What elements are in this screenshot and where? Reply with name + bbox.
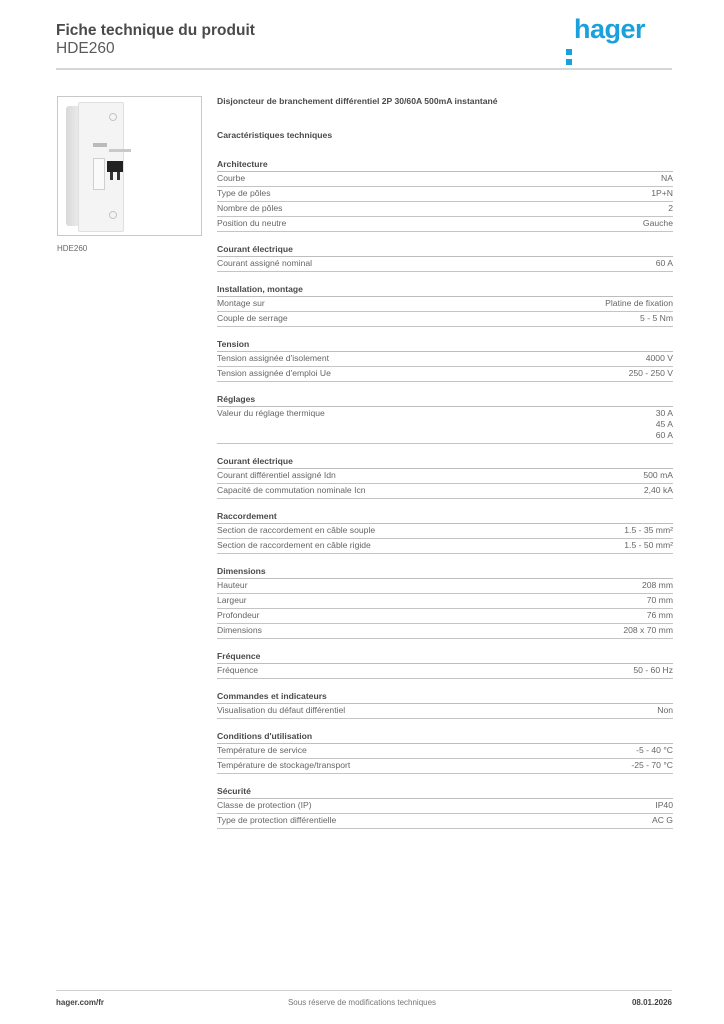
spec-row — [217, 257, 673, 272]
spec-label: Montage sur — [217, 298, 265, 308]
spec-value-line: 250 - 250 V — [628, 368, 673, 378]
spec-value-line: 1P+N — [651, 188, 673, 198]
spec-row — [217, 202, 673, 217]
spec-value — [644, 485, 673, 496]
spec-value-line: 2,40 kA — [643, 485, 673, 495]
page-title: Fiche technique du produit — [56, 22, 255, 39]
spec-group-title: Dimensions — [217, 565, 673, 579]
spec-value-line: Non — [657, 705, 673, 715]
spec-group — [217, 565, 673, 639]
spec-group-title: Installation, montage — [217, 283, 673, 297]
spec-label: Type de pôles — [217, 188, 271, 198]
spec-row — [217, 759, 673, 774]
spec-value — [643, 470, 673, 481]
product-reference: HDE260 — [56, 40, 115, 57]
spec-value — [642, 580, 673, 591]
spec-value — [647, 610, 673, 621]
spec-value-line: -25 - 70 °C — [631, 760, 673, 770]
spec-row — [217, 799, 673, 814]
spec-group — [217, 455, 673, 499]
spec-value — [647, 595, 673, 606]
spec-label: Température de service — [217, 745, 307, 755]
spec-row — [217, 594, 673, 609]
spec-group — [217, 283, 673, 327]
spec-label: Section de raccordement en câble souple — [217, 525, 376, 535]
spec-group — [217, 243, 673, 272]
spec-value — [633, 665, 673, 676]
spec-group — [217, 393, 673, 444]
spec-value-line: 500 mA — [643, 470, 673, 480]
spec-value — [656, 258, 673, 269]
spec-value — [646, 353, 673, 364]
spec-row — [217, 539, 673, 554]
spec-row — [217, 744, 673, 759]
spec-group — [217, 158, 673, 232]
circuit-breaker-product-image — [66, 102, 124, 230]
spec-value-line: 5 - 5 Nm — [640, 313, 673, 323]
spec-value — [652, 815, 673, 826]
spec-label: Tension assignée d'isolement — [217, 353, 329, 363]
spec-label: Profondeur — [217, 610, 260, 620]
spec-label: Hauteur — [217, 580, 248, 590]
spec-value — [643, 218, 673, 229]
spec-row — [217, 624, 673, 639]
spec-value-line: 76 mm — [646, 610, 673, 620]
spec-label: Classe de protection (IP) — [217, 800, 312, 810]
spec-value-line: 70 mm — [646, 595, 673, 605]
spec-row — [217, 352, 673, 367]
spec-row — [217, 172, 673, 187]
spec-value — [651, 188, 673, 199]
spec-group-title: Courant électrique — [217, 455, 673, 469]
spec-value — [636, 745, 673, 756]
spec-row — [217, 217, 673, 232]
spec-group-title: Raccordement — [217, 510, 673, 524]
spec-value — [668, 203, 673, 214]
spec-group — [217, 338, 673, 382]
spec-value — [624, 525, 673, 536]
spec-value-line: 60 A — [655, 430, 673, 440]
hager-logo — [566, 14, 645, 45]
spec-value — [661, 173, 673, 184]
product-image-frame — [57, 96, 202, 236]
spec-value-line: Platine de fixation — [605, 298, 673, 308]
spec-row — [217, 312, 673, 327]
spec-value-line: 30 A — [655, 408, 673, 418]
footer-date: 08.01.2026 — [631, 998, 672, 1007]
spec-group — [217, 730, 673, 774]
spec-group-title: Réglages — [217, 393, 673, 407]
spec-row — [217, 704, 673, 719]
spec-value-line: 1.5 - 35 mm² — [624, 525, 673, 535]
spec-group-title: Commandes et indicateurs — [217, 690, 673, 704]
spec-value — [657, 705, 673, 716]
spec-value-line: -5 - 40 °C — [636, 745, 673, 755]
spec-label: Température de stockage/transport — [217, 760, 351, 770]
spec-group — [217, 510, 673, 554]
spec-row — [217, 367, 673, 382]
spec-group-title: Courant électrique — [217, 243, 673, 257]
spec-group-title: Architecture — [217, 158, 673, 172]
spec-label: Courbe — [217, 173, 246, 183]
spec-row — [217, 469, 673, 484]
spec-value — [623, 625, 673, 636]
spec-value-line: 60 A — [655, 258, 673, 268]
spec-value-line: 208 mm — [641, 580, 673, 590]
spec-group-title: Sécurité — [217, 785, 673, 799]
spec-value-line: IP40 — [655, 800, 673, 810]
spec-label: Dimensions — [217, 625, 262, 635]
spec-value-line: 208 x 70 mm — [623, 625, 673, 635]
spec-row — [217, 579, 673, 594]
spec-value — [631, 760, 673, 771]
spec-label: Courant assigné nominal — [217, 258, 313, 268]
header-divider — [56, 68, 672, 70]
spec-group — [217, 650, 673, 679]
spec-value-line: 4000 V — [645, 353, 673, 363]
spec-row — [217, 664, 673, 679]
spec-label: Valeur du réglage thermique — [217, 408, 325, 418]
footer-website-link[interactable]: hager.com/fr — [56, 998, 105, 1007]
spec-group-title: Tension — [217, 338, 673, 352]
section-title: Caractéristiques techniques — [217, 130, 333, 140]
spec-label: Fréquence — [217, 665, 259, 675]
spec-label: Couple de serrage — [217, 313, 288, 323]
spec-row — [217, 187, 673, 202]
spec-label: Largeur — [217, 595, 247, 605]
product-image-caption: HDE260 — [57, 244, 88, 253]
spec-value-line: 50 - 60 Hz — [633, 665, 673, 675]
spec-row — [217, 407, 673, 444]
spec-value-line: 45 A — [655, 419, 673, 429]
spec-row — [217, 484, 673, 499]
spec-value-line: Gauche — [642, 218, 673, 228]
spec-group — [217, 785, 673, 829]
spec-value — [605, 298, 673, 309]
spec-value-line: NA — [661, 173, 673, 183]
spec-label: Position du neutre — [217, 218, 287, 228]
spec-row — [217, 524, 673, 539]
spec-value — [629, 368, 673, 379]
spec-groups — [217, 158, 673, 829]
spec-value — [656, 408, 673, 441]
spec-value-line: AC G — [651, 815, 673, 825]
spec-value — [640, 313, 673, 324]
spec-value — [624, 540, 673, 551]
spec-row — [217, 297, 673, 312]
spec-group-title: Conditions d'utilisation — [217, 730, 673, 744]
spec-value-line: 1.5 - 50 mm² — [624, 540, 673, 550]
spec-content — [217, 96, 673, 829]
product-description: Disjoncteur de branchement différentiel 2P 30/60A 500mA instantané — [217, 96, 498, 106]
spec-label: Section de raccordement en câble rigide — [217, 540, 371, 550]
spec-value-line: 2 — [668, 203, 673, 213]
footer-divider — [56, 990, 672, 991]
spec-value — [655, 800, 673, 811]
spec-label: Tension assignée d'emploi Ue — [217, 368, 331, 378]
spec-label: Courant différentiel assigné Idn — [217, 470, 336, 480]
spec-label: Capacité de commutation nominale Icn — [217, 485, 366, 495]
spec-group-title: Fréquence — [217, 650, 673, 664]
logo-text: hager — [574, 14, 646, 44]
spec-group — [217, 690, 673, 719]
header-titles — [56, 22, 255, 58]
spec-row — [217, 814, 673, 829]
spec-label: Type de protection différentielle — [217, 815, 337, 825]
footer-disclaimer: Sous réserve de modifications techniques — [287, 998, 437, 1007]
spec-row — [217, 609, 673, 624]
spec-label: Visualisation du défaut différentiel — [217, 705, 346, 715]
spec-label: Nombre de pôles — [217, 203, 283, 213]
